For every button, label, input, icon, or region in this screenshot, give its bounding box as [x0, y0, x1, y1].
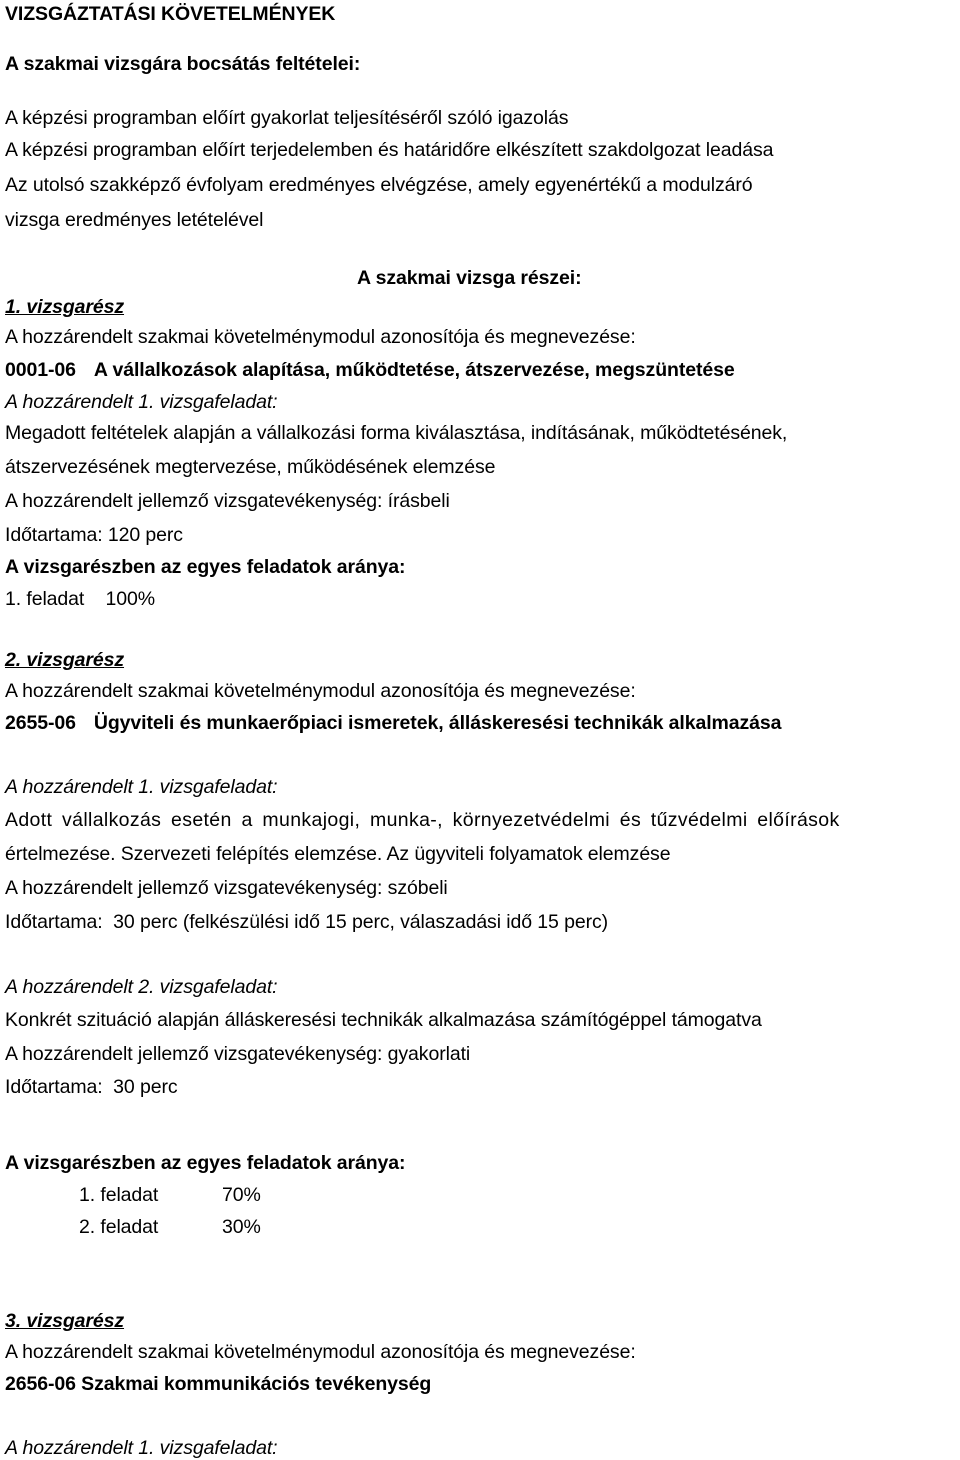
- task-description: Adott vállalkozás esetén a munkajogi, munka-, környezetvédelmi és tűzvédelmi előírások: [5, 809, 840, 831]
- ratio-heading: A vizsgarészben az egyes feladatok aránya:: [5, 1152, 406, 1174]
- task-label: A hozzárendelt 1. vizsgafeladat:: [5, 391, 278, 413]
- duration: Időtartama: 120 perc: [5, 524, 183, 546]
- duration: Időtartama: 30 perc: [5, 1076, 178, 1098]
- module-label: A hozzárendelt szakmai követelménymodul azonosítója és megnevezése:: [5, 326, 636, 348]
- part-3-label: 3. vizsgarész: [5, 1310, 125, 1332]
- module-label: A hozzárendelt szakmai követelménymodul azonosítója és megnevezése:: [5, 680, 636, 702]
- exam-activity: A hozzárendelt jellemző vizsgatevékenység: írásbeli: [5, 490, 450, 512]
- module-label: A hozzárendelt szakmai követelménymodul azonosítója és megnevezése:: [5, 1341, 636, 1363]
- ratio-heading: A vizsgarészben az egyes feladatok aránya:: [5, 556, 406, 578]
- admission-line: vizsga eredményes letételével: [5, 209, 264, 231]
- task-label: A hozzárendelt 1. vizsgafeladat:: [5, 1437, 278, 1459]
- exam-parts-heading: A szakmai vizsga részei:: [357, 267, 582, 289]
- part-1-label: 1. vizsgarész: [5, 296, 125, 318]
- ratio-item-percent: 70%: [222, 1184, 261, 1206]
- task-description: átszervezésének megtervezése, működésének elemzése: [5, 456, 496, 478]
- exam-activity: A hozzárendelt jellemző vizsgatevékenység: szóbeli: [5, 877, 448, 899]
- admission-heading: A szakmai vizsgára bocsátás feltételei:: [5, 53, 361, 75]
- module-code: 0001-06: [5, 359, 76, 381]
- page-title: VIZSGÁZTATÁSI KÖVETELMÉNYEK: [5, 3, 336, 25]
- part-2-label: 2. vizsgarész: [5, 649, 125, 671]
- ratio-item-percent: 30%: [222, 1216, 261, 1238]
- duration: Időtartama: 30 perc (felkészülési idő 15 perc, válaszadási idő 15 perc): [5, 911, 609, 933]
- task-label: A hozzárendelt 1. vizsgafeladat:: [5, 776, 278, 798]
- module-name: A vállalkozások alapítása, működtetése, átszervezése, megszüntetése: [93, 359, 735, 381]
- ratio-item-task: 1. feladat: [79, 1184, 159, 1206]
- module-name: Ügyviteli és munkaerőpiaci ismeretek, álláskeresési technikák alkalmazása: [93, 712, 782, 734]
- module-code: 2655-06: [5, 712, 76, 734]
- admission-line: Az utolsó szakképző évfolyam eredményes elvégzése, amely egyenértékű a modulzáró: [5, 174, 753, 196]
- module-title: 2656-06 Szakmai kommunikációs tevékenység: [5, 1373, 432, 1395]
- module-title: [5, 358, 735, 382]
- admission-line: A képzési programban előírt gyakorlat teljesítéséről szóló igazolás: [5, 107, 569, 129]
- task-description: Megadott feltételek alapján a vállalkozási forma kiválasztása, indításának, működtetésének,: [5, 422, 788, 444]
- admission-line: A képzési programban előírt terjedelemben és határidőre elkészített szakdolgozat leadása: [5, 139, 774, 161]
- module-title: [5, 711, 781, 735]
- ratio-item: 1. feladat 100%: [5, 588, 155, 610]
- exam-activity: A hozzárendelt jellemző vizsgatevékenység: gyakorlati: [5, 1043, 471, 1065]
- task-description: értelmezése. Szervezeti felépítés elemzése. Az ügyviteli folyamatok elemzése: [5, 843, 671, 865]
- ratio-item-task: 2. feladat: [79, 1216, 159, 1238]
- task-description: Konkrét szituáció alapján álláskeresési technikák alkalmazása számítógéppel támogatva: [5, 1009, 762, 1031]
- task-label: A hozzárendelt 2. vizsgafeladat:: [5, 976, 278, 998]
